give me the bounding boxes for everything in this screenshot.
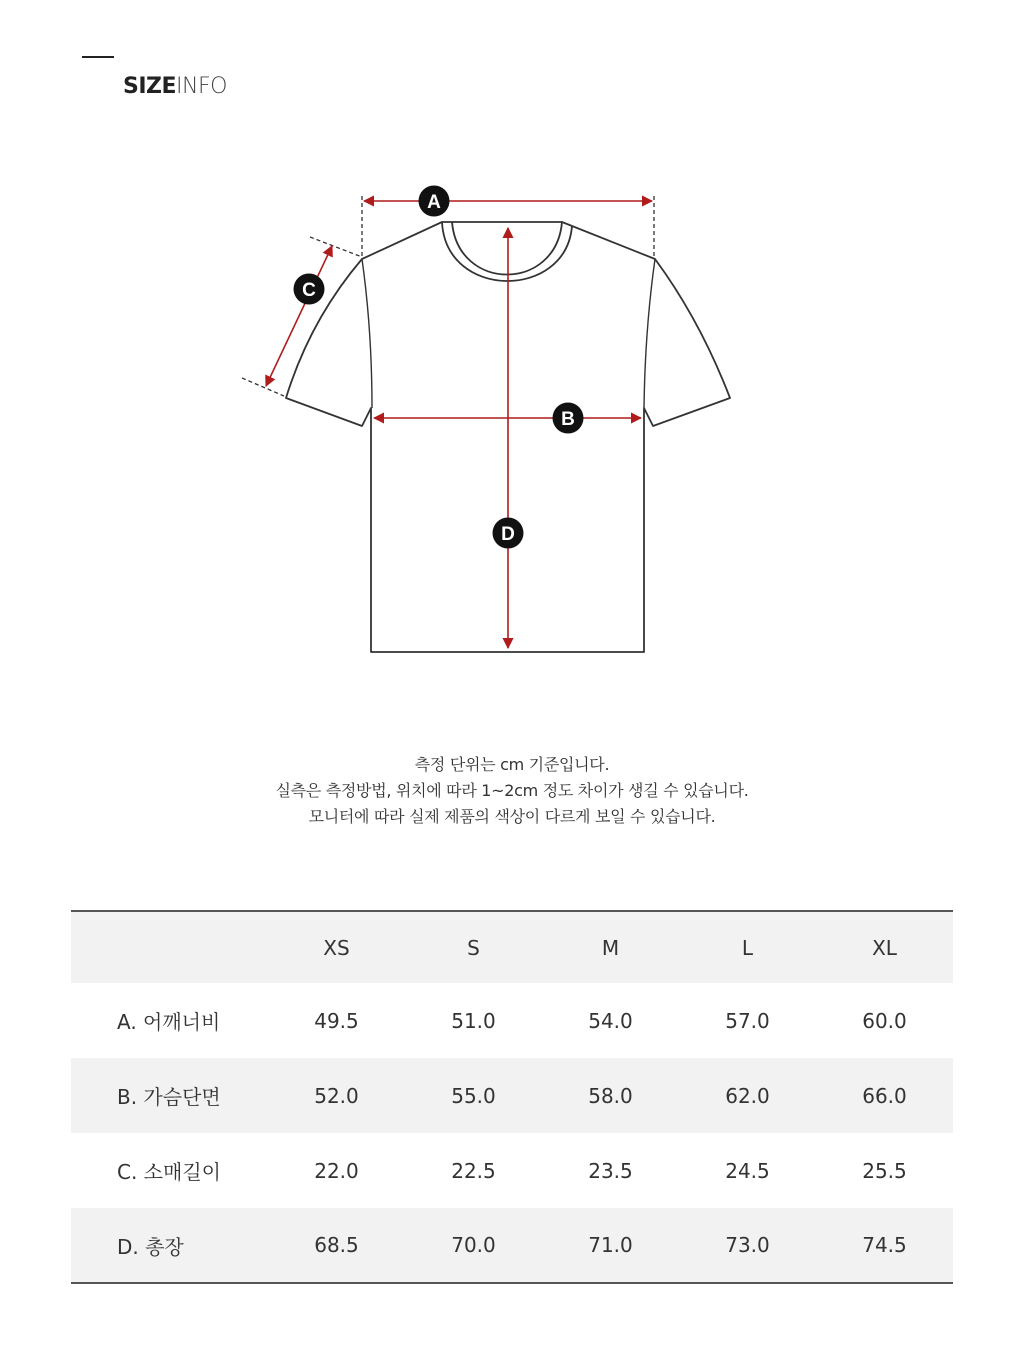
page-title bbox=[123, 74, 227, 99]
title-accent-line bbox=[82, 56, 114, 58]
table-header-row bbox=[71, 911, 953, 983]
column-header-xl: XL bbox=[872, 935, 897, 960]
title-bold: SIZE bbox=[123, 74, 177, 99]
marker-d-label: D bbox=[501, 524, 515, 545]
table-cell: 73.0 bbox=[725, 1233, 770, 1257]
table-cell: 74.5 bbox=[862, 1233, 907, 1257]
row-label: A. 어깨너비 bbox=[117, 1010, 221, 1034]
table-cell: 55.0 bbox=[451, 1083, 496, 1108]
column-header-xs: XS bbox=[323, 935, 350, 960]
marker-c bbox=[294, 274, 325, 305]
column-header-l: L bbox=[741, 935, 754, 960]
column-header bbox=[71, 911, 268, 983]
marker-d bbox=[493, 518, 524, 549]
table-cell: 70.0 bbox=[451, 1233, 496, 1257]
marker-a-label: A bbox=[427, 192, 441, 213]
table-row bbox=[71, 983, 953, 1058]
row-label: D. 총장 bbox=[117, 1234, 184, 1259]
marker-c-label: C bbox=[302, 280, 316, 301]
row-label: B. 가슴단면 bbox=[117, 1085, 221, 1109]
tshirt-measurement-diagram bbox=[0, 150, 1024, 680]
table-cell: 51.0 bbox=[451, 1008, 496, 1033]
column-header-m: M bbox=[601, 935, 620, 960]
row-label: C. 소매길이 bbox=[117, 1160, 221, 1184]
table-cell: 57.0 bbox=[725, 1008, 770, 1033]
table-cell: 71.0 bbox=[588, 1233, 633, 1257]
table-cell: 25.5 bbox=[862, 1158, 907, 1183]
size-table bbox=[71, 910, 953, 1284]
marker-a bbox=[419, 186, 450, 217]
note-line: 모니터에 따라 실제 제품의 색상이 다르게 보일 수 있습니다. bbox=[308, 807, 716, 826]
table-cell: 54.0 bbox=[588, 1008, 633, 1033]
table-row bbox=[71, 1058, 953, 1133]
table-cell: 22.0 bbox=[314, 1158, 359, 1183]
table-cell: 58.0 bbox=[588, 1083, 633, 1108]
note-line: 실측은 측정방법, 위치에 따라 1~2cm 정도 차이가 생길 수 있습니다. bbox=[275, 781, 749, 800]
column-header-s: S bbox=[467, 935, 480, 960]
note-line: 측정 단위는 cm 기준입니다. bbox=[414, 755, 610, 774]
table-cell: 62.0 bbox=[725, 1083, 770, 1108]
table-cell: 23.5 bbox=[588, 1158, 633, 1183]
table-cell: 60.0 bbox=[862, 1008, 907, 1033]
marker-b-label: B bbox=[561, 409, 575, 430]
title-light: INFO bbox=[176, 74, 227, 99]
table-row bbox=[71, 1208, 953, 1283]
marker-b bbox=[553, 403, 584, 434]
table-cell: 52.0 bbox=[314, 1083, 359, 1108]
table-cell: 49.5 bbox=[314, 1008, 359, 1033]
table-cell: 24.5 bbox=[725, 1158, 770, 1183]
measurement-notes bbox=[0, 752, 1024, 830]
measurement-arrows bbox=[266, 201, 652, 648]
table-cell: 68.5 bbox=[314, 1233, 359, 1257]
table-cell: 66.0 bbox=[862, 1083, 907, 1108]
table-cell: 22.5 bbox=[451, 1158, 496, 1183]
table-row bbox=[71, 1133, 953, 1208]
